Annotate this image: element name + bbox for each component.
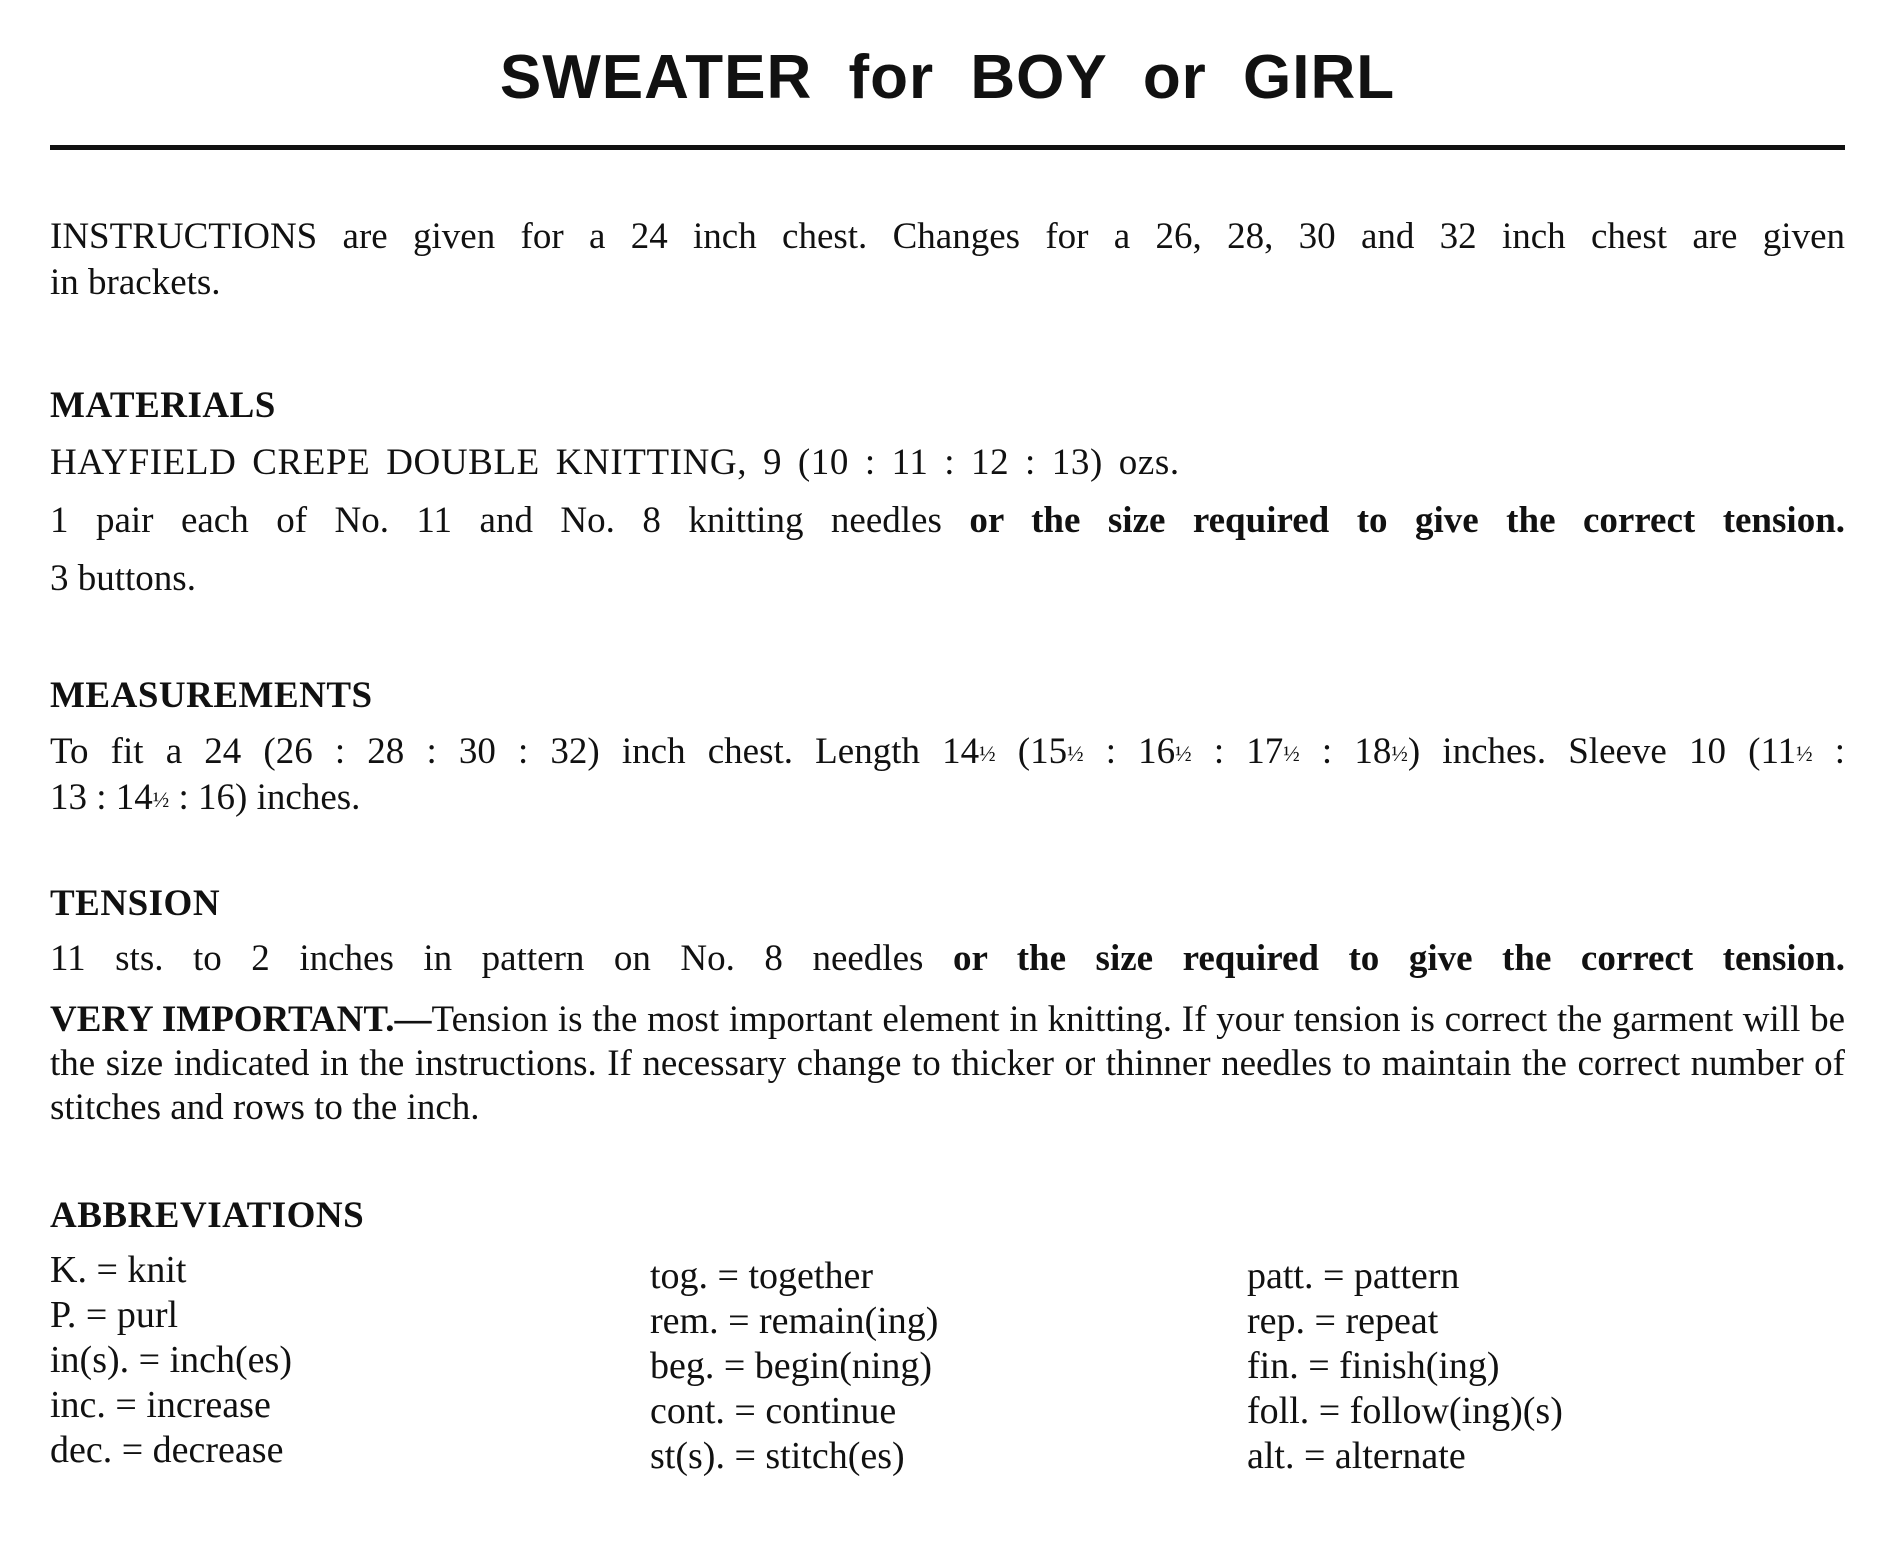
- abbreviation-item: inc. = increase: [50, 1384, 271, 1426]
- fraction-half: ½: [1391, 741, 1408, 766]
- abbreviation-item: st(s). = stitch(es): [650, 1435, 905, 1477]
- title-divider: [50, 145, 1845, 150]
- measurements-text: : 17: [1191, 731, 1284, 772]
- fraction-half: ½: [1283, 741, 1300, 766]
- abbreviations-column-2: [650, 1254, 1247, 1479]
- fraction-half: ½: [1175, 741, 1192, 766]
- abbreviations-column-3: [1247, 1254, 1747, 1479]
- measurements-text: 13 : 14: [50, 777, 153, 818]
- measurements-text: ) inches. Sleeve 10 (11: [1407, 731, 1797, 772]
- fraction-half: ½: [152, 787, 170, 812]
- measurements-line-2: [50, 778, 1845, 820]
- measurements-heading: MEASUREMENTS: [50, 675, 373, 716]
- very-important-text: Tension is the most important element in knitting. If your tension is correct the garment will be the size indicated in the instructions. If necessary change to thicker or thinner needles to maintain the correct number of stitches and rows to the inch.: [50, 999, 1845, 1128]
- abbreviation-item: cont. = continue: [650, 1390, 897, 1432]
- intro-paragraph: [50, 214, 1845, 306]
- intro-line-2: in brackets.: [50, 262, 221, 303]
- materials-needles-bold: or the size required to give the correct tension.: [969, 500, 1846, 541]
- abbreviation-item: P. = purl: [50, 1294, 179, 1336]
- abbreviation-item: rem. = remain(ing): [650, 1300, 939, 1342]
- measurements-text: (15: [995, 731, 1068, 772]
- abbreviations-column-1: [50, 1248, 650, 1479]
- abbreviation-item: in(s). = inch(es): [50, 1339, 292, 1381]
- abbreviations-grid: [50, 1248, 1845, 1479]
- tension-heading: TENSION: [50, 883, 221, 924]
- tension-section: [50, 882, 1845, 1130]
- page-title: SWEATER for BOY or GIRL: [499, 43, 1396, 112]
- measurements-text: :: [1812, 731, 1846, 772]
- abbreviations-section: [50, 1194, 1845, 1479]
- materials-buttons: 3 buttons.: [50, 558, 196, 599]
- fraction-half: ½: [979, 741, 996, 766]
- measurements-text: : 16) inches.: [169, 777, 361, 818]
- very-important-label: VERY IMPORTANT.—: [50, 999, 432, 1040]
- materials-needles: [50, 492, 1845, 550]
- fraction-half: ½: [1796, 741, 1813, 766]
- tension-plain: 11 sts. to 2 inches in pattern on No. 8 needles: [50, 938, 924, 979]
- fraction-half: ½: [1067, 741, 1084, 766]
- abbreviation-item: dec. = decrease: [50, 1429, 284, 1471]
- measurements-text: : 16: [1083, 731, 1176, 772]
- measurements-text: : 18: [1299, 731, 1392, 772]
- tension-bold: or the size required to give the correct tension.: [952, 938, 1846, 979]
- abbreviation-item: alt. = alternate: [1247, 1435, 1466, 1477]
- abbreviation-item: tog. = together: [650, 1255, 873, 1297]
- materials-heading: MATERIALS: [50, 385, 276, 426]
- measurements-line-1: [50, 728, 1845, 778]
- abbreviation-item: patt. = pattern: [1247, 1255, 1460, 1297]
- abbreviation-item: foll. = follow(ing)(s): [1247, 1390, 1563, 1432]
- materials-yarn: HAYFIELD CREPE DOUBLE KNITTING, 9 (10 : 11 : 12 : 13) ozs.: [50, 442, 1180, 483]
- abbreviations-heading: ABBREVIATIONS: [50, 1195, 365, 1236]
- abbreviation-item: rep. = repeat: [1247, 1300, 1439, 1342]
- abbreviation-item: beg. = begin(ning): [650, 1345, 933, 1387]
- pattern-page: [50, 0, 1845, 1479]
- measurements-section: [50, 674, 1845, 820]
- materials-needles-plain: 1 pair each of No. 11 and No. 8 knitting needles: [50, 500, 942, 541]
- abbreviation-item: fin. = finish(ing): [1247, 1345, 1500, 1387]
- measurements-text: To fit a 24 (26 : 28 : 30 : 32) inch chest. Length 14: [50, 731, 980, 772]
- abbreviation-item: K. = knit: [50, 1249, 187, 1291]
- very-important-paragraph: [50, 998, 1845, 1130]
- intro-line-1: INSTRUCTIONS are given for a 24 inch chest. Changes for a 26, 28, 30 and 32 inch chest are given: [50, 216, 1845, 257]
- materials-section: [50, 384, 1845, 608]
- tension-line: [50, 930, 1845, 988]
